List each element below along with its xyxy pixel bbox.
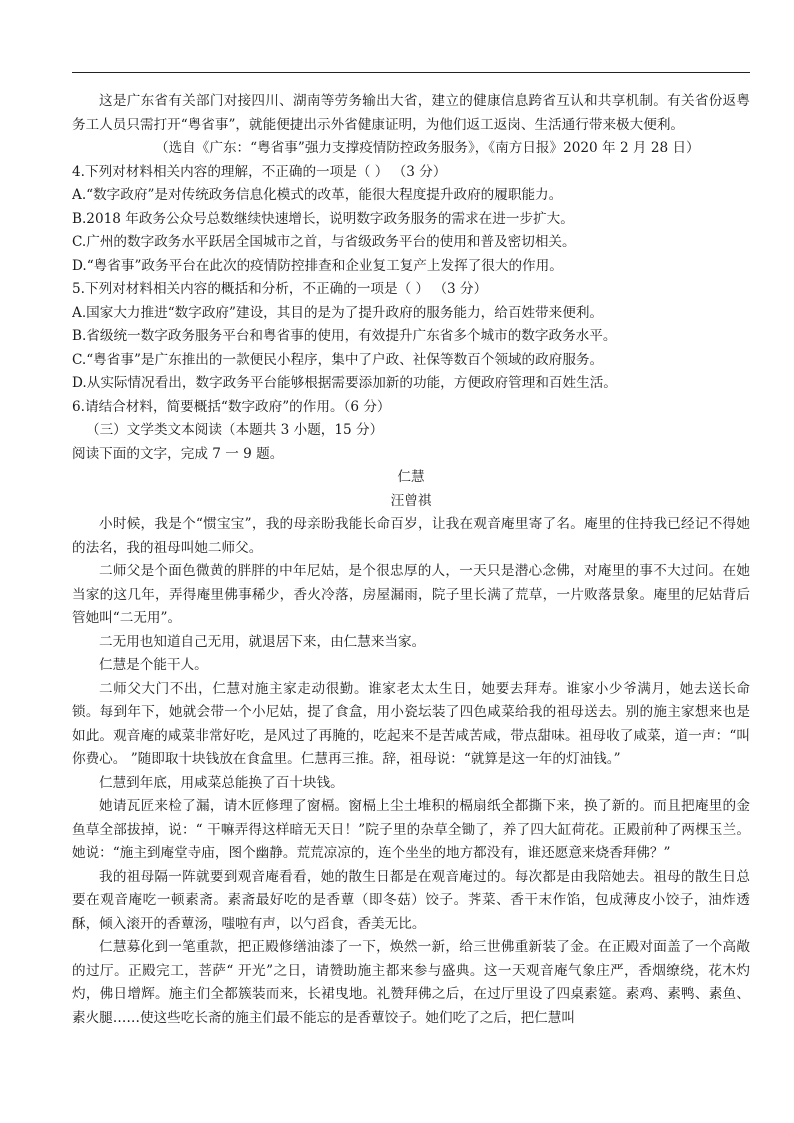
question-4-option-b: B.2018 年政务公众号总数继续快速增长，说明数字政务服务的需求在进一步扩大。 xyxy=(72,210,574,227)
story-paragraph: 二师父大门不出，仁慧对施主家走动很勤。谁家老太太生日，她要去拜寿。谁家小少爷满月，她去送长命锁。每到年下，她就会带一个小尼姑，提了食盒，用小瓷坛装了四色咸菜给我的祖母送去。别的施主家想来也是如此。观音庵的咸菜非常好吃，是风过了再腌的，吃起来不是苦咸苦咸，带点甜味。祖母收了咸菜，道一声：“叫你费心。 ”随即取十块钱放在食盒里。仁慧再三推。辞，祖母说：“就算是这一年的灯油钱。” xyxy=(72,680,750,767)
reading-instruction: 阅读下面的文字，完成 7 一 9 题。 xyxy=(72,445,284,462)
intro-line: 份返粤务工人员只需打开“粤省事”，就能便捷出示外省健康证明，为他们返工返岗、生活通行带来极大 xyxy=(72,93,750,133)
story-paragraph: 二无用也知道自己无用，就退居下来，由仁慧来当家。 xyxy=(99,633,426,650)
story-paragraph: 仁慧到年底，用咸菜总能换了百十块钱。 xyxy=(99,774,344,791)
question-5-option-d: D.从实际情况看出，数字政务平台能够根据需要添加新的功能，方便政府管理和百姓生活。 xyxy=(72,375,617,391)
intro-line: 这是广东省有关部门对接四川、湖南等劳务输出大省，建立的健康信息跨省互认和共享机制。有关省 xyxy=(99,93,709,109)
story-paragraph: 她请瓦匠来检了漏，请木匠修理了窗槅。窗槅上尘土堆积的槅扇纸全都撕下来，换了新的。而且把庵里的金鱼草全部拔掉，说：“ 干嘛弄得这样暗无天日！”院子里的杂草全锄了，养了四大缸荷花。正殿前种了两棵玉兰。她说：“施主到庵堂寺庙，图个幽静。荒荒凉凉的，连个坐坐的地方都没有，谁还愿意来烧香拜佛？” xyxy=(72,798,750,861)
story-paragraph: 仁慧募化到一笔重款，把正殿修缮油漆了一下，焕然一新，给三世佛重新装了金。在正殿对面盖了一个高敞的过厅。正殿完工，菩萨“ 开光”之日，请赞助施主都来参与盛典。这一天观音庵气象庄严，香烟缭绕，花木灼灼，佛日增辉。施主们全都簇装而来，长裙曳地。礼赞拜佛之后，在过厅里设了四桌素筵。素鸡、素鸭、素鱼、素火腿……使这些吃长斋的施主们最不能忘的是香蕈饺子。她们吃了之后，把仁慧叫 xyxy=(72,939,750,1026)
document-page xyxy=(72,90,750,1030)
question-6: 6.请结合材料，简要概括“数字政府”的作用。（6 分） xyxy=(72,398,391,415)
question-5-option-a: A.国家大力推进“数字政府”建设，其目的是为了提升政府的服务能力，给百姓带来便利。 xyxy=(72,304,604,321)
question-4-option-d: D.“粤省事”政务平台在此次的疫情防控排查和企业复工复产上发挥了很大的作用。 xyxy=(72,257,563,274)
header-rule xyxy=(72,72,750,73)
question-4-stem: 4.下列对材料相关内容的理解，不正确的一项是（ ） （3 分） xyxy=(72,163,447,180)
question-5-stem: 5.下列对材料相关内容的概括和分析，不正确的一项是（ ） （3 分） xyxy=(72,281,488,297)
story-paragraph: 小时候，我是个“惯宝宝”，我的母亲盼我能长命百岁，让我在观音庵里寄了名。庵里的住持我已经记不得她的法名，我的祖母叫她二师父。 xyxy=(72,516,750,556)
story-author: 汪曾祺 xyxy=(390,492,432,509)
story-paragraph: 二师父是个面色微黄的胖胖的中年尼姑，是个很忠厚的人，一天只是潜心念佛，对庵里的事不大过问。在她当家的这几年，弄得庵里佛事稀少，香火冷落，房屋漏雨，院子里长满了荒草，一片败落景象。庵里的尼姑背后管她叫“二无用”。 xyxy=(72,563,750,626)
story-paragraph: 我的祖母隔一阵就要到观音庵看看，她的散生日都是在观音庵过的。每次都是由我陪她去。祖母的散生日总要在观音庵吃一顿素斋。素斋最好吃的是香蕈（即冬菇）饺子。荠菜、香干末作馅，包成薄皮小饺子，油炸透酥，倾入滚开的香蕈汤，嗤啦有声，以勺舀食，香美无比。 xyxy=(72,868,750,932)
intro-line: 便利。 xyxy=(643,116,685,133)
section-3-heading: （三）文学类文本阅读（本题共 3 小题，15 分） xyxy=(86,422,384,438)
source-citation: （选自《广东：“粤省事”强力支撑疫情防控政务服务》，《南方日报》2020 年 2 月 28 日） xyxy=(155,140,700,156)
question-5-option-b: B.省级统一数字政务服务平台和粤省事的使用，有效提升广东省多个城市的数字政务水平。 xyxy=(72,328,617,344)
question-4-option-c: C.广州的数字政务水平跃居全国城市之首，与省级政务平台的使用和普及密切相关。 xyxy=(72,234,576,250)
question-4-option-a: A.“数字政府”是对传统政务信息化模式的改革，能很大程度提升政府的履职能力。 xyxy=(72,187,563,203)
question-5-option-c: C.“粤省事”是广东推出的一款便民小程序，集中了户政、社保等数百个领域的政府服务。 xyxy=(72,351,604,368)
story-paragraph: 仁慧是个能干人。 xyxy=(99,657,208,673)
intro-paragraph xyxy=(72,90,750,137)
story-title: 仁慧 xyxy=(397,469,425,485)
